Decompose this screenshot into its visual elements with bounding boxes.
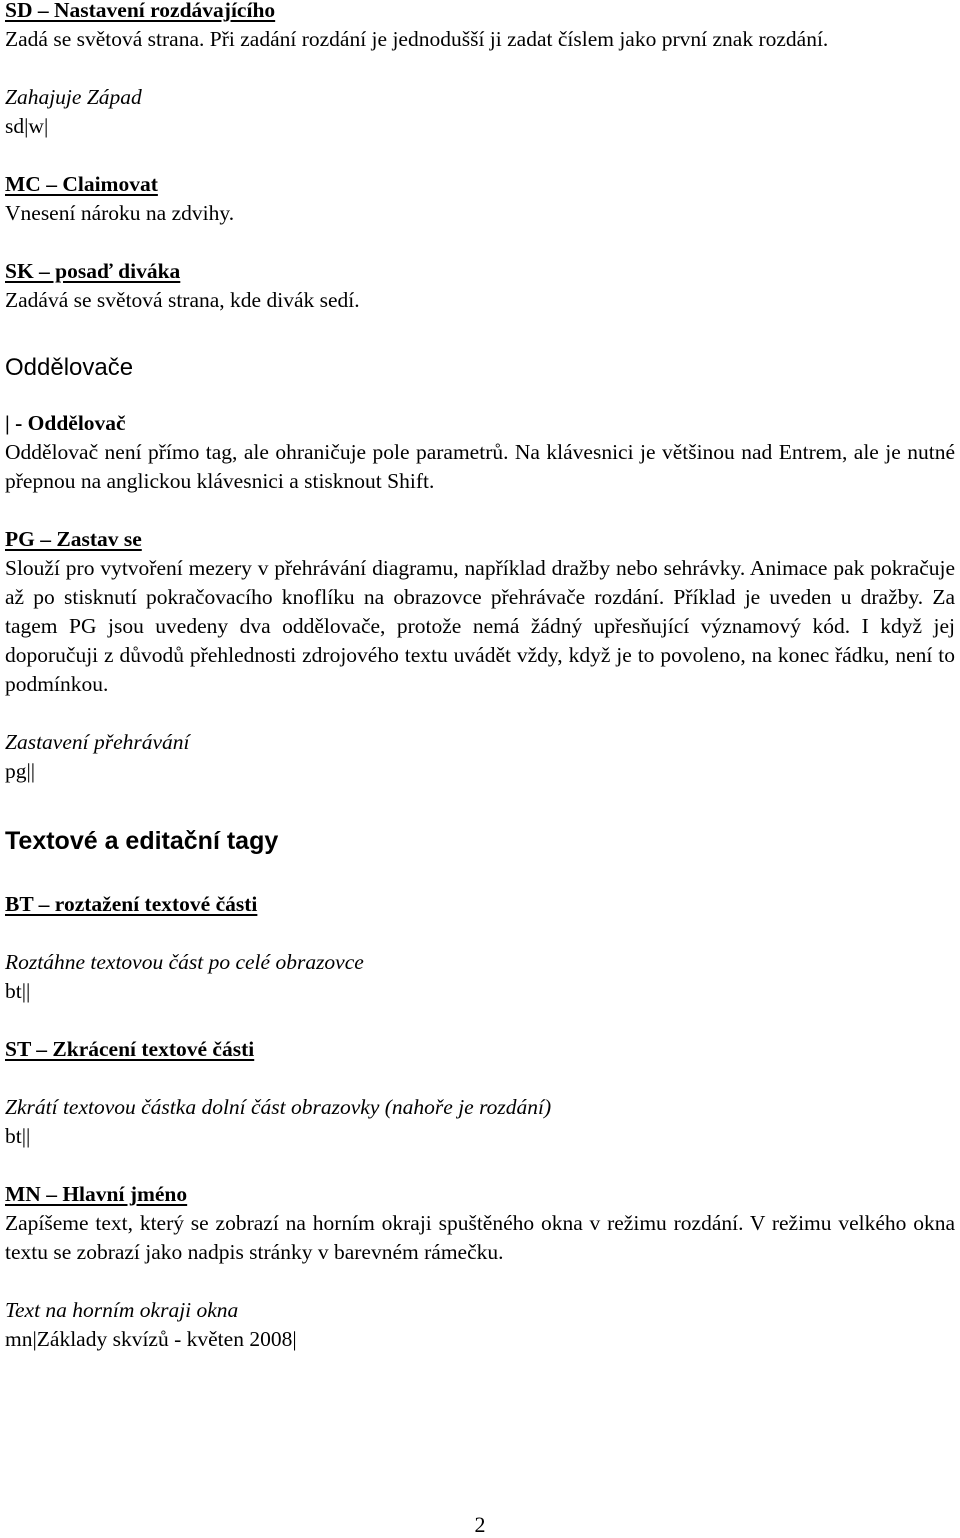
mn-heading: MN – Hlavní jméno	[5, 1182, 188, 1206]
st-example-label: Zkrátí textovou částka dolní část obrazovky (nahoře je rozdání)	[5, 1095, 552, 1119]
sk-description: Zadává se světová strana, kde divák sedí.	[5, 288, 360, 312]
sd-example-code: sd|w|	[5, 114, 49, 138]
pg-example-label: Zastavení přehrávání	[5, 730, 190, 754]
text-tags-title: Textové a editační tagy	[5, 827, 279, 855]
mn-example-code: mn|Základy skvízů - květen 2008|	[5, 1327, 297, 1351]
st-example-code: bt||	[5, 1124, 31, 1148]
pg-example-code: pg||	[5, 759, 36, 783]
page-number: 2	[474, 1512, 486, 1537]
mn-example-label: Text na horním okraji okna	[5, 1298, 239, 1322]
mc-heading: MC – Claimovat	[5, 172, 158, 196]
sd-description: Zadá se světová strana. Při zadání rozdání je jednodušší ji zadat číslem jako první znak rozdání.	[5, 27, 829, 51]
bt-example-label: Roztáhne textovou část po celé obrazovce	[5, 950, 364, 974]
sk-heading: SK – posaď diváka	[5, 259, 181, 283]
sd-heading: SD – Nastavení rozdávajícího	[5, 0, 276, 22]
pg-heading: PG – Zastav se	[5, 527, 142, 551]
mn-description: Zapíšeme text, který se zobrazí na horním okraji spuštěného okna v režimu rozdání. V režimu velkého okna textu se zobrazí jako nadpis stránky v barevném rámečku.	[5, 1211, 955, 1264]
st-heading: ST – Zkrácení textové části	[5, 1037, 255, 1061]
bt-heading: BT – roztažení textové části	[5, 892, 258, 916]
bt-example-code: bt||	[5, 979, 31, 1003]
pg-description: Slouží pro vytvoření mezery v přehrávání diagramu, například dražby nebo sehrávky. Animace pak pokračuje až po stisknutí pokračovacího knoflíku na obrazovce přehrávače rozdání. Příklad je uveden u dražby. Za tagem PG jsou uvedeny dva oddělovače, protože nemá žádný upřesňující významový kód. I když jej doporučuji z důvodů přehlednosti zdrojového textu uvádět vždy, když je to povoleno, na konec řádku, není to podmínkou.	[5, 556, 955, 696]
separators-title: Oddělovače	[5, 354, 134, 381]
mc-description: Vnesení nároku na zdvihy.	[5, 201, 235, 225]
document-page	[5, 0, 955, 1354]
separator-description: Oddělovač není přímo tag, ale ohraničuje pole parametrů. Na klávesnici je většinou nad Entrem, ale je nutné přepnou na anglickou klávesnici a stisknout Shift.	[5, 440, 955, 493]
separator-heading: | - Oddělovač	[5, 411, 126, 435]
sd-example-label: Zahajuje Západ	[5, 85, 142, 109]
